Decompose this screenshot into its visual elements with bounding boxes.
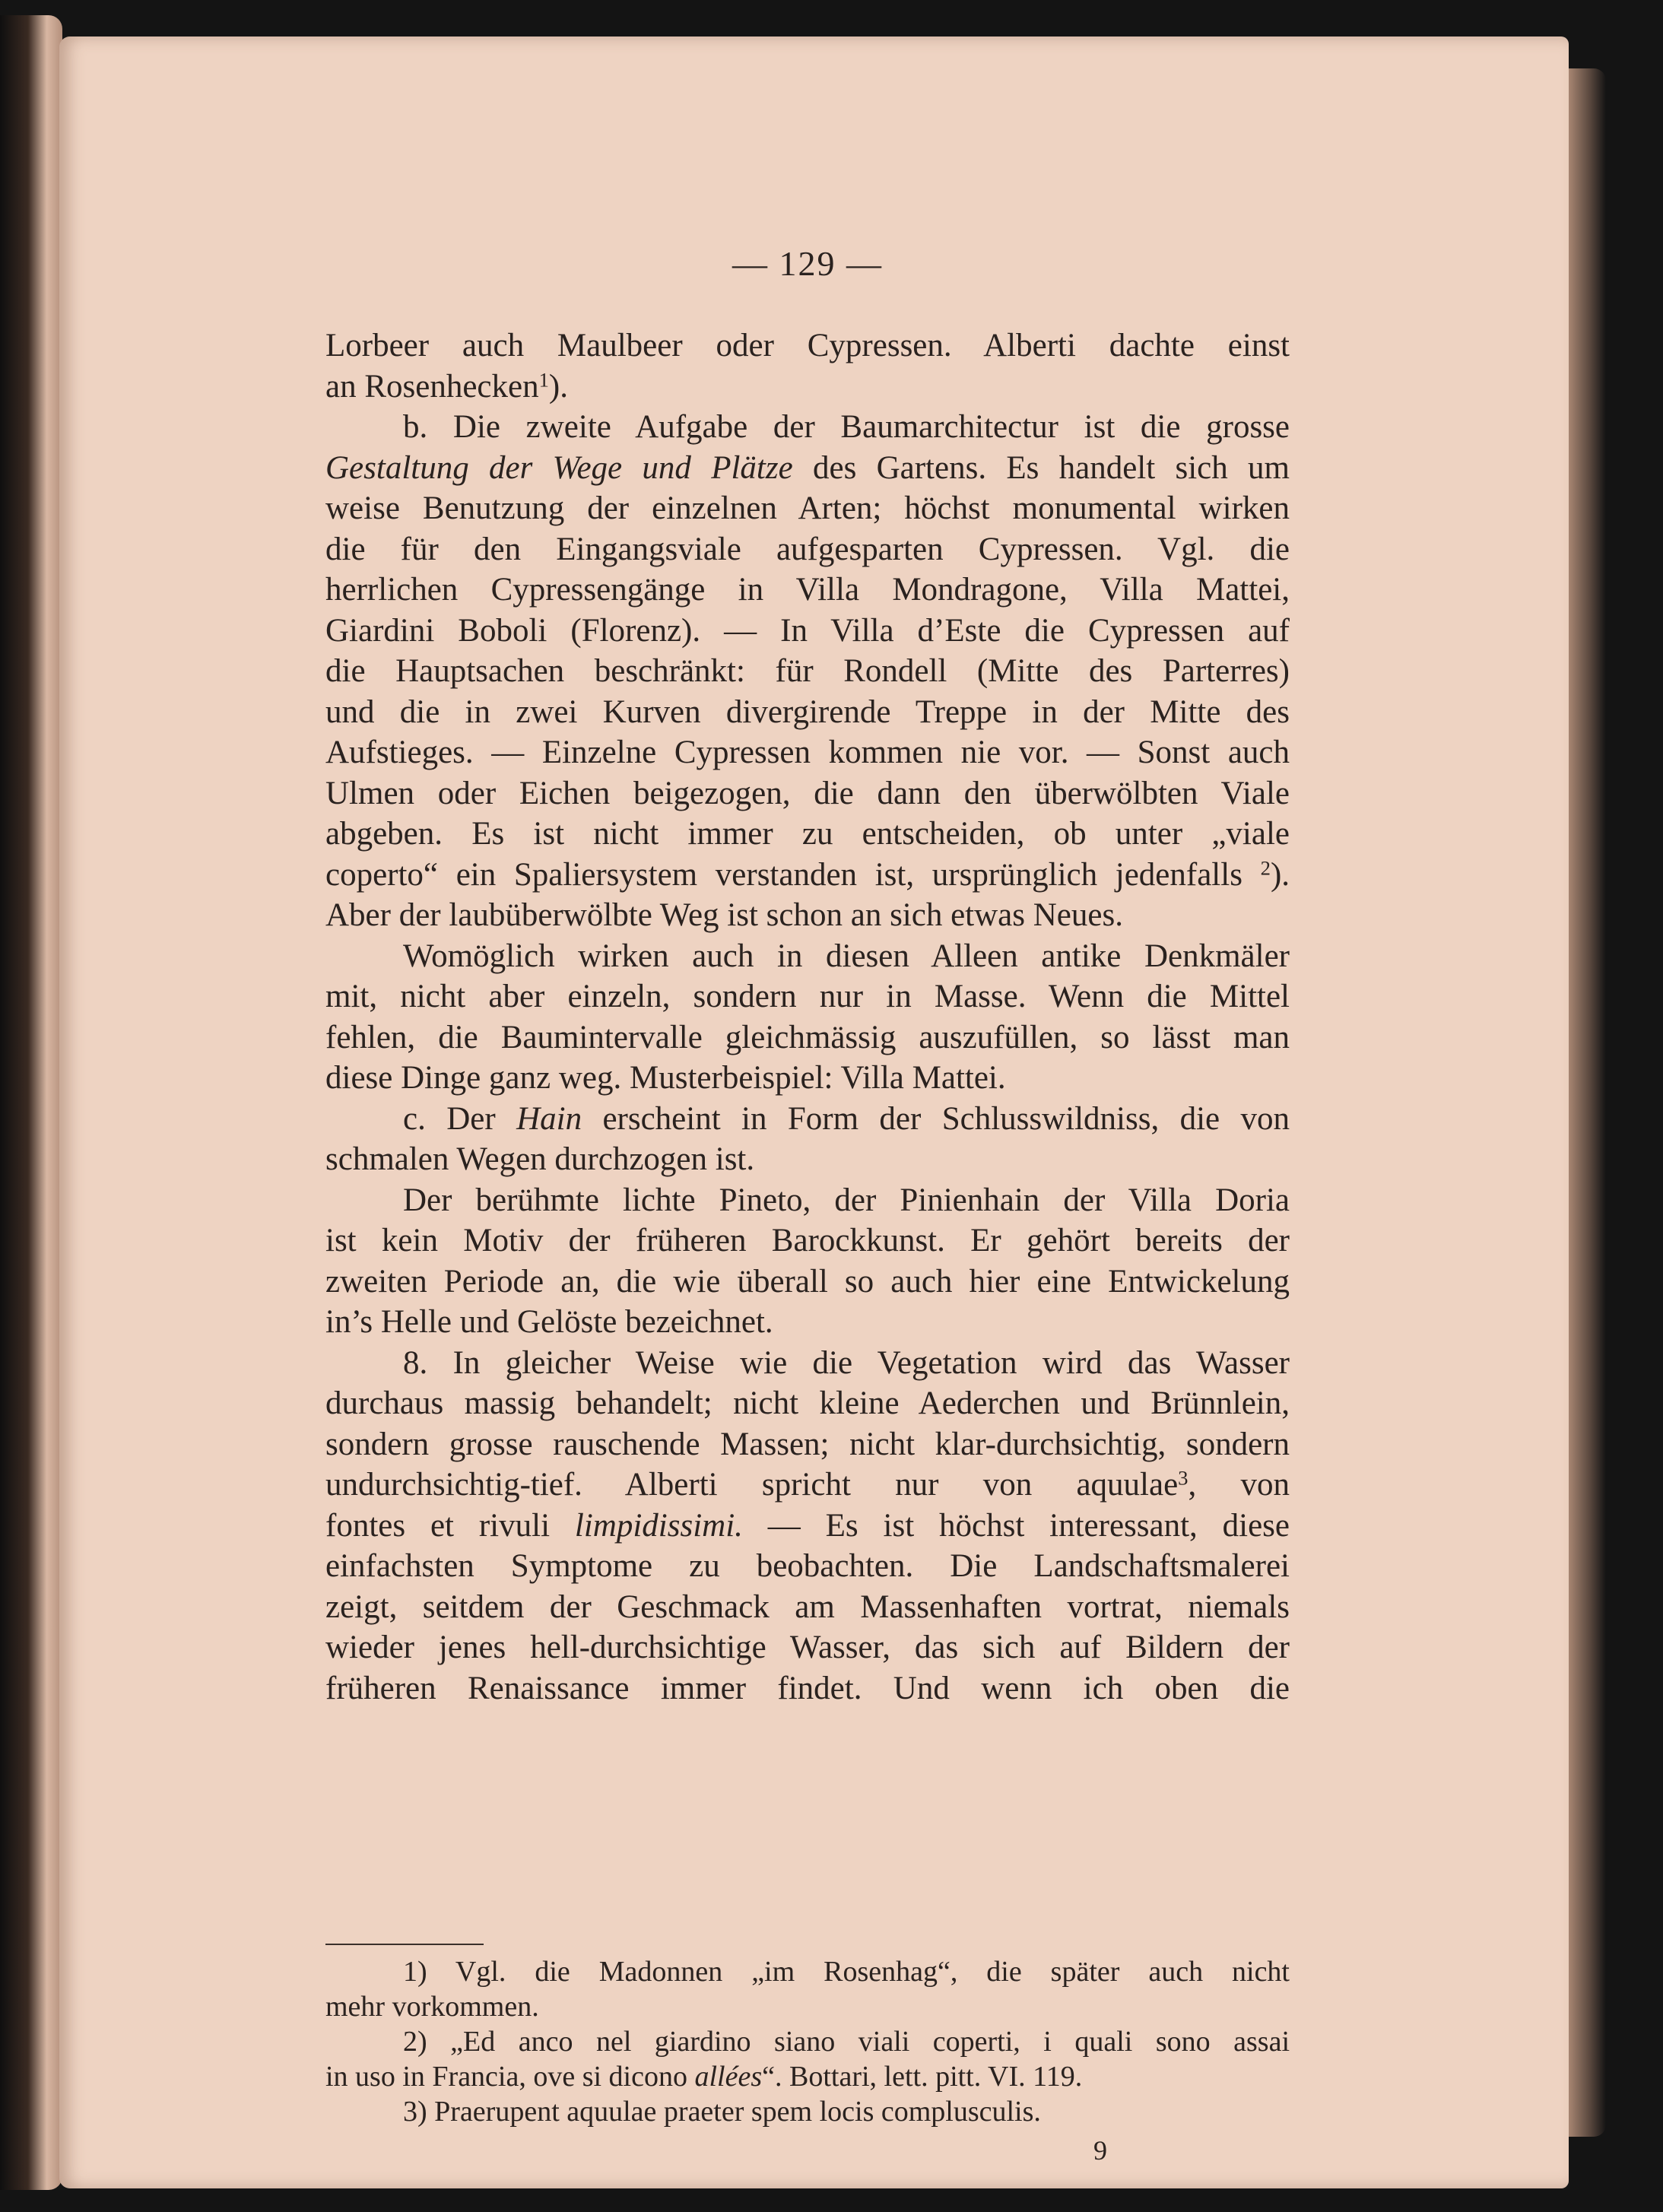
text-line: Aufstieges. — Einzelne Cypressen kommen nie vor. — Sonst auch bbox=[325, 735, 1290, 770]
text-line: zweiten Periode an, die wie überall so auch hier eine Entwickelung bbox=[325, 1263, 1290, 1300]
text-line: c. Der Hain erscheint in Form der Schlusswildniss, die von bbox=[403, 1100, 1290, 1137]
text-line: die für den Eingangsviale aufgesparten Cypressen. Vgl. die bbox=[325, 531, 1290, 567]
footnote-1: 1) Vgl. die Madonnen „im Rosenhag“, die später auch nicht bbox=[403, 1956, 1290, 1988]
text-line: Lorbeer auch Maulbeer oder Cypressen. Alberti dachte einst bbox=[325, 328, 1290, 363]
text-line: in’s Helle und Gelöste bezeichnet. bbox=[325, 1304, 773, 1340]
text-line: Gestaltung der Wege und Plätze des Gartens. Es handelt sich um bbox=[325, 449, 1290, 486]
text-line: diese Dinge ganz weg. Musterbeispiel: Villa Mattei. bbox=[325, 1060, 1006, 1096]
footnotes bbox=[325, 1954, 1290, 2129]
text-line: an Rosenhecken$^1$). bbox=[325, 368, 568, 405]
text-line: b. Die zweite Aufgabe der Baumarchitectur ist die grosse bbox=[403, 409, 1290, 445]
footnote-divider bbox=[325, 1944, 484, 1945]
text-line: Giardini Boboli (Florenz). — In Villa d’Este die Cypressen auf bbox=[325, 612, 1290, 649]
signature-mark: 9 bbox=[1093, 2135, 1107, 2166]
text-line: sondern grosse rauschende Massen; nicht klar-durchsichtig, sondern bbox=[325, 1426, 1290, 1462]
text-line: schmalen Wegen durchzogen ist. bbox=[325, 1141, 755, 1177]
text-line: herrlichen Cypressengänge in Villa Mondragone, Villa Mattei, bbox=[325, 572, 1290, 608]
text-line: die Hauptsachen beschränkt: für Rondell (Mitte des Parterres) bbox=[325, 653, 1290, 689]
text-line: Der berühmte lichte Pineto, der Pinienhain der Villa Doria bbox=[403, 1182, 1290, 1218]
text-line: Ulmen oder Eichen beigezogen, die dann den überwölbten Viale bbox=[325, 775, 1290, 811]
text-line: früheren Renaissance immer findet. Und wenn ich oben die bbox=[325, 1670, 1290, 1706]
text-line: ist kein Motiv der früheren Barockkunst. Er gehört bereits der bbox=[325, 1223, 1290, 1258]
text-line: undurchsichtig-tief. Alberti spricht nur von aquulae$^3$, von bbox=[325, 1466, 1290, 1503]
footnote-ref: 3 bbox=[1178, 1466, 1189, 1490]
italic-phrase: Hain bbox=[516, 1100, 582, 1137]
footnote-1-cont: mehr vorkommen. bbox=[325, 1991, 539, 2023]
footnote-2: 2) „Ed anco nel giardino siano viali coperti, i quali sono assai bbox=[403, 2026, 1290, 2058]
italic-phrase: Gestaltung der Wege und Plätze bbox=[325, 449, 793, 486]
text-line: Womöglich wirken auch in diesen Alleen antike Denkmäler bbox=[403, 938, 1290, 974]
text-line: abgeben. Es ist nicht immer zu entscheiden, ob unter „viale bbox=[325, 816, 1290, 852]
italic-phrase: limpidissimi. bbox=[574, 1507, 743, 1544]
text-line: Aber der laubüberwölbte Weg ist schon an sich etwas Neues. bbox=[325, 897, 1123, 933]
text-line: mit, nicht aber einzeln, sondern nur in Masse. Wenn die Mittel bbox=[325, 979, 1290, 1014]
footnote-2-cont: in uso in Francia, ove si dicono allées“. Bottari, lett. pitt. VI. 119. bbox=[325, 2061, 1083, 2093]
previous-page-edge bbox=[0, 15, 62, 2190]
text-line: wieder jenes hell-durchsichtige Wasser, das sich auf Bildern der bbox=[325, 1630, 1290, 1665]
text-line: durchaus massig behandelt; nicht kleine Aederchen und Brünnlein, bbox=[325, 1385, 1290, 1421]
body-text bbox=[325, 325, 1290, 1709]
footnote-3: 3) Praerupent aquulae praeter spem locis complusculis. bbox=[403, 2096, 1041, 2128]
text-line: weise Benutzung der einzelnen Arten; höchst monumental wirken bbox=[325, 490, 1290, 526]
footnote-ref: 1 bbox=[538, 368, 549, 392]
text-line: fontes et rivuli limpidissimi. — Es ist höchst interessant, diese bbox=[325, 1507, 1290, 1544]
text-line: einfachsten Symptome zu beobachten. Die Landschaftsmalerei bbox=[325, 1548, 1290, 1584]
footnote-ref: 2 bbox=[1260, 856, 1271, 880]
text-line: und die in zwei Kurven divergirende Treppe in der Mitte des bbox=[325, 693, 1290, 730]
text-line: 8. In gleicher Weise wie die Vegetation wird das Wasser bbox=[403, 1344, 1290, 1381]
text-line: zeigt, seitdem der Geschmack am Massenhaften vortrat, niemals bbox=[325, 1588, 1290, 1625]
page-number: — 129 — bbox=[732, 244, 883, 283]
text-line: fehlen, die Baumintervalle gleichmässig auszufüllen, so lässt man bbox=[325, 1019, 1290, 1055]
text-line: coperto“ ein Spaliersystem verstanden ist, ursprünglich jedenfalls $^2$). bbox=[325, 856, 1290, 893]
